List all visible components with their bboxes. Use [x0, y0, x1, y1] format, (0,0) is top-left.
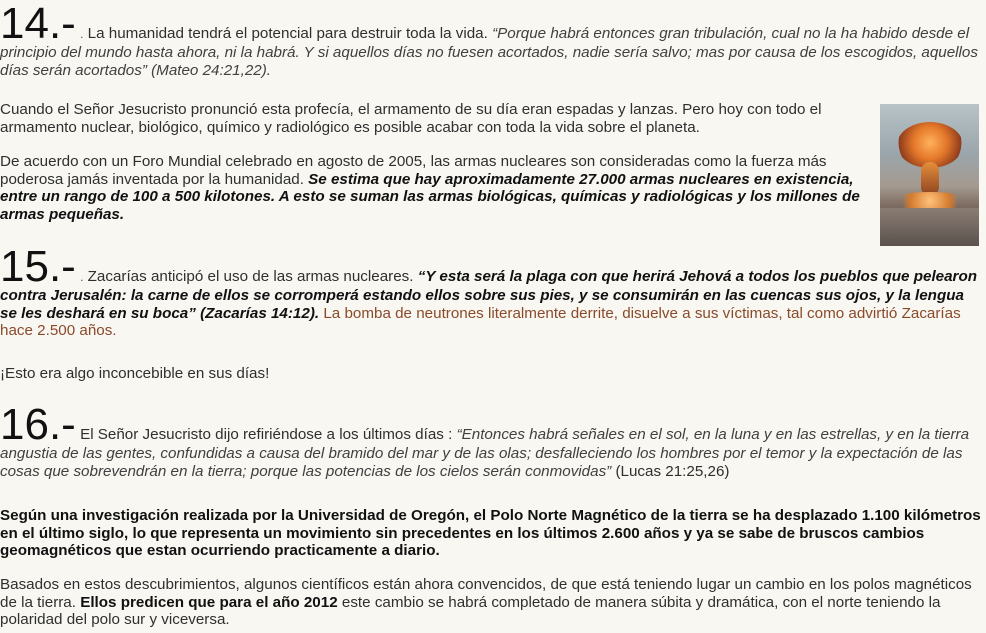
section-number: 14.-	[0, 0, 76, 48]
section-15-intro	[0, 242, 982, 340]
heading-colon: :	[448, 426, 457, 443]
linked-commentary: La bomba de neutrones literalmente derrite, disuelve a sus víctimas, tal como advirtió Zacarías hace 2.500 años.	[0, 304, 961, 339]
section-14-paragraph-2: De acuerdo con un Foro Mundial celebrado en agosto de 2005, las armas nucleares son consideradas como la fuerza más poderosa jamás inventada por la humanidad. Se estima que hay aproximadamente 27.000 armas nucleares en existencia, entre un rango de 100 a 500 kilotones. A esto se suman las armas biológicas, químicas y radiológicas y los millones de armas pequeñas.	[0, 153, 860, 223]
nuclear-explosion-image	[880, 104, 979, 246]
section-number: 16.-	[0, 400, 76, 449]
bible-quote: “Porque habrá entonces gran tribulación, cual no la ha habido desde el principio del mundo hasta ahora, ni la habrá. Y si aquellos días no fuesen acortados, nadie sería salvo; mas por causa de los escogidos, aquellos días serán acortados” (Mateo 24:21,22).	[0, 25, 978, 79]
section-16-paragraph-2: Basados en estos descubrimientos, algunos científicos están ahora convencidos, de que está teniendo lugar un cambio en los polos magnéticos de la tierra. Ellos predicen que para el año 2012 este cambio se habrá completado de manera súbita y dramática, con el norte teniendo la polaridad del polo sur y viceversa.	[0, 576, 972, 628]
bible-reference: (Lucas 21:25,26)	[615, 462, 730, 480]
section-heading: El Señor Jesucristo dijo refiriéndose a los últimos días	[80, 426, 444, 443]
section-16-intro	[0, 400, 982, 480]
section-14-intro	[0, 0, 982, 79]
highlighted-text: Se estima que hay aproximadamente 27.000 armas nucleares en existencia, entre un rango de 100 a 500 kilotones. A esto se suman las armas biológicas, químicas y radiológicas y los millones de armas pequeñas.	[0, 170, 860, 223]
highlighted-text: Ellos predicen que para el año 2012	[80, 593, 338, 611]
section-number: 15.-	[0, 242, 76, 291]
section-dot: .	[80, 27, 84, 41]
section-heading: La humanidad tendrá el potencial para destruir toda la vida.	[87, 25, 493, 42]
section-dot: .	[80, 270, 84, 284]
section-heading: Zacarías anticipó el uso de las armas nucleares.	[87, 268, 418, 285]
section-16-paragraph-1: Según una investigación realizada por la Universidad de Oregón, el Polo Norte Magnético de la tierra se ha desplazado 1.100 kilómetros en el último siglo, lo que representa un movimiento sin precedentes en los últimos 2.600 años y ya se sabe de bruscos cambios geomagnéticos que estan ocurriendo practicamente a diario.	[0, 507, 981, 559]
bible-quote: “Y esta será la plaga con que herirá Jehová a todos los pueblos que pelearon contra Jerusalén: la carne de ellos se corromperá estando ellos sobre sus pies, y se consumirán en las cuencas sus ojos, y la lengua se les deshará en su boca” (Zacarías 14:12).	[0, 268, 978, 322]
section-14-paragraph-1: Cuando el Señor Jesucristo pronunció esta profecía, el armamento de su día eran espadas y lanzas. Pero hoy con todo el armamento nuclear, biológico, químico y radiológico es posible acabar con toda la vida sobre el planeta.	[0, 101, 822, 136]
section-15-paragraph-1: ¡Esto era algo inconcebible en sus días!	[0, 365, 270, 382]
bible-quote: “Entonces habrá señales en el sol, en la luna y en las estrellas, y en la tierra angustia de las gentes, confundidas a causa del bramido del mar y de las olas; desfalleciendo los hombres por el temor y la expectación de las cosas que sobrevendrán en la tierra; porque las potencias de los cielos serán conmovidas”	[0, 426, 970, 480]
